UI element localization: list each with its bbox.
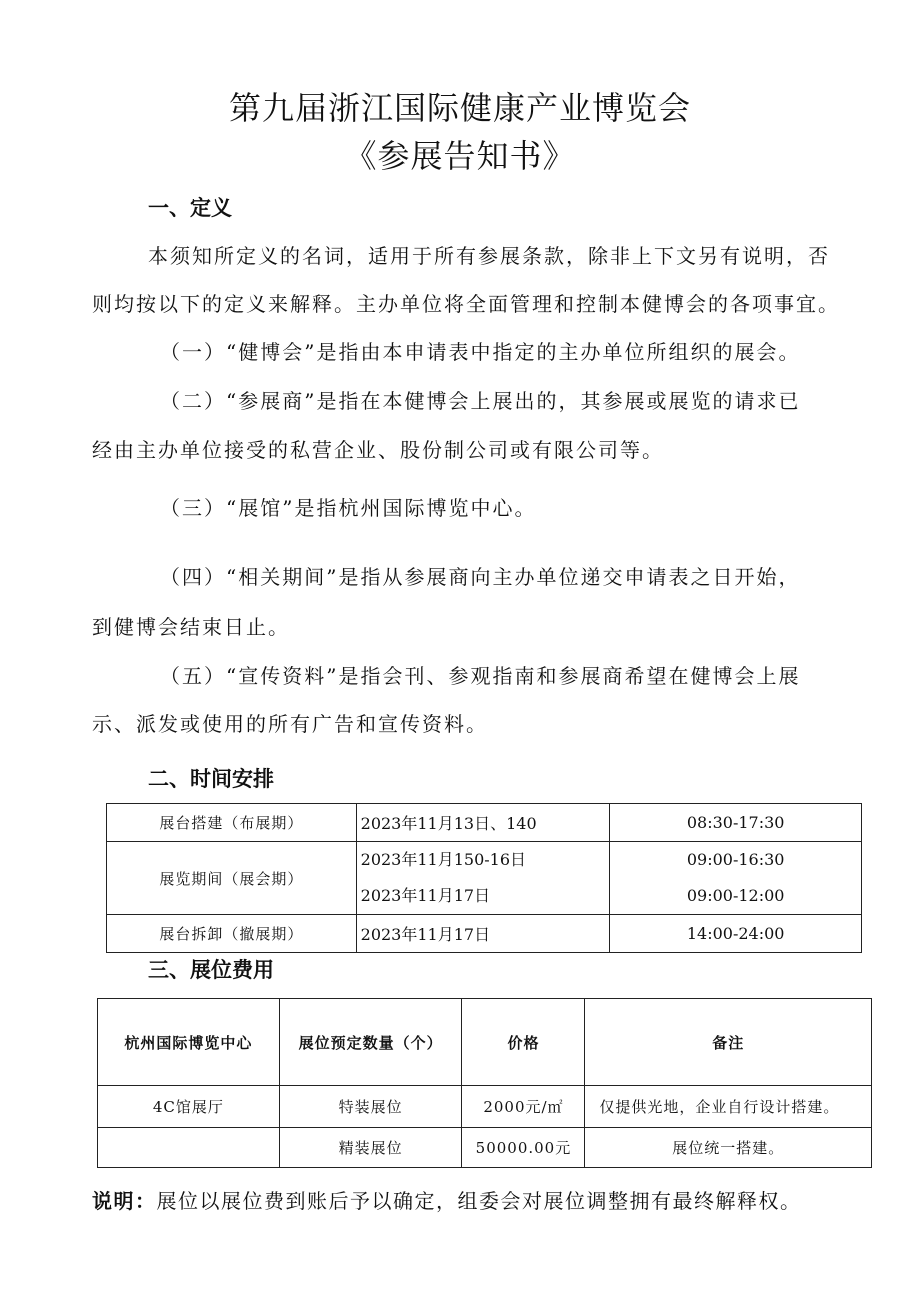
remark-cell: 仅提供光地，企业自行设计搭建。	[585, 1086, 872, 1128]
definition-item-5-line-1: （五）“宣传资料”是指会刊、参观指南和参展商希望在健博会上展	[160, 664, 801, 688]
definition-item-1: （一）“健博会”是指由本申请表中指定的主办单位所组织的展会。	[160, 340, 801, 364]
table-row	[107, 915, 862, 953]
schedule-time: 09:00-12:00	[686, 886, 785, 905]
section-3-heading: 三、展位费用	[148, 958, 274, 982]
schedule-table	[106, 803, 862, 953]
schedule-phase: 展览期间（展会期）	[107, 842, 357, 915]
price-cell: 2000元/㎡	[462, 1086, 585, 1128]
remark-cell: 展位统一搭建。	[585, 1128, 872, 1168]
schedule-dates	[356, 842, 610, 915]
venue-cell	[98, 1128, 280, 1168]
title-line-1: 第九届浙江国际健康产业博览会	[228, 89, 691, 127]
venue-cell: 4C馆展厅	[98, 1086, 280, 1128]
booth-type-cell: 精装展位	[279, 1128, 462, 1168]
schedule-date: 2023年11月13日、140	[356, 804, 610, 842]
schedule-times	[610, 842, 862, 915]
table-row	[107, 842, 862, 915]
header-remarks: 备注	[585, 999, 872, 1086]
schedule-time: 14:00-24:00	[610, 915, 862, 953]
schedule-date: 2023年11月150-16日	[360, 850, 527, 869]
definition-item-2-line-1: （二）“参展商”是指在本健博会上展出的，其参展或展览的请求已	[160, 389, 801, 413]
definition-item-5-line-2: 示、派发或使用的所有广告和宣传资料。	[92, 712, 488, 736]
section-2-heading: 二、时间安排	[148, 767, 274, 791]
definition-item-4-line-2: 到健博会结束日止。	[92, 615, 290, 639]
footer-note	[92, 1187, 802, 1215]
title-line-2: 《参展告知书》	[344, 137, 576, 175]
intro-line-2: 则均按以下的定义来解释。主办单位将全面管理和控制本健博会的各项事宜。	[92, 292, 840, 316]
table-row	[107, 804, 862, 842]
intro-line-1: 本须知所定义的名词，适用于所有参展条款，除非上下文另有说明，否	[148, 244, 830, 268]
header-booth-quantity: 展位预定数量（个）	[279, 999, 462, 1086]
schedule-phase: 展台拆卸（撤展期）	[107, 915, 357, 953]
booth-type-cell: 特装展位	[279, 1086, 462, 1128]
table-row	[98, 1128, 872, 1168]
table-header-row	[98, 999, 872, 1086]
definition-item-3: （三）“展馆”是指杭州国际博览中心。	[160, 496, 537, 520]
price-cell: 50000.00元	[462, 1128, 585, 1168]
definition-item-2-line-2: 经由主办单位接受的私营企业、股份制公司或有限公司等。	[92, 438, 664, 462]
footer-note-label: 说明：	[92, 1189, 157, 1213]
schedule-date: 2023年11月17日	[356, 915, 610, 953]
header-price: 价格	[462, 999, 585, 1086]
definition-item-4-line-1: （四）“相关期间”是指从参展商向主办单位递交申请表之日开始，	[160, 565, 801, 589]
schedule-time: 09:00-16:30	[686, 850, 785, 869]
schedule-time: 08:30-17:30	[610, 804, 862, 842]
table-row	[98, 1086, 872, 1128]
schedule-date: 2023年11月17日	[360, 886, 491, 905]
section-1-heading: 一、定义	[148, 196, 232, 220]
schedule-phase: 展台搭建（布展期）	[107, 804, 357, 842]
booth-fee-table	[97, 998, 872, 1168]
header-venue: 杭州国际博览中心	[98, 999, 280, 1086]
footer-note-text: 展位以展位费到账后予以确定，组委会对展位调整拥有最终解释权。	[156, 1189, 802, 1213]
